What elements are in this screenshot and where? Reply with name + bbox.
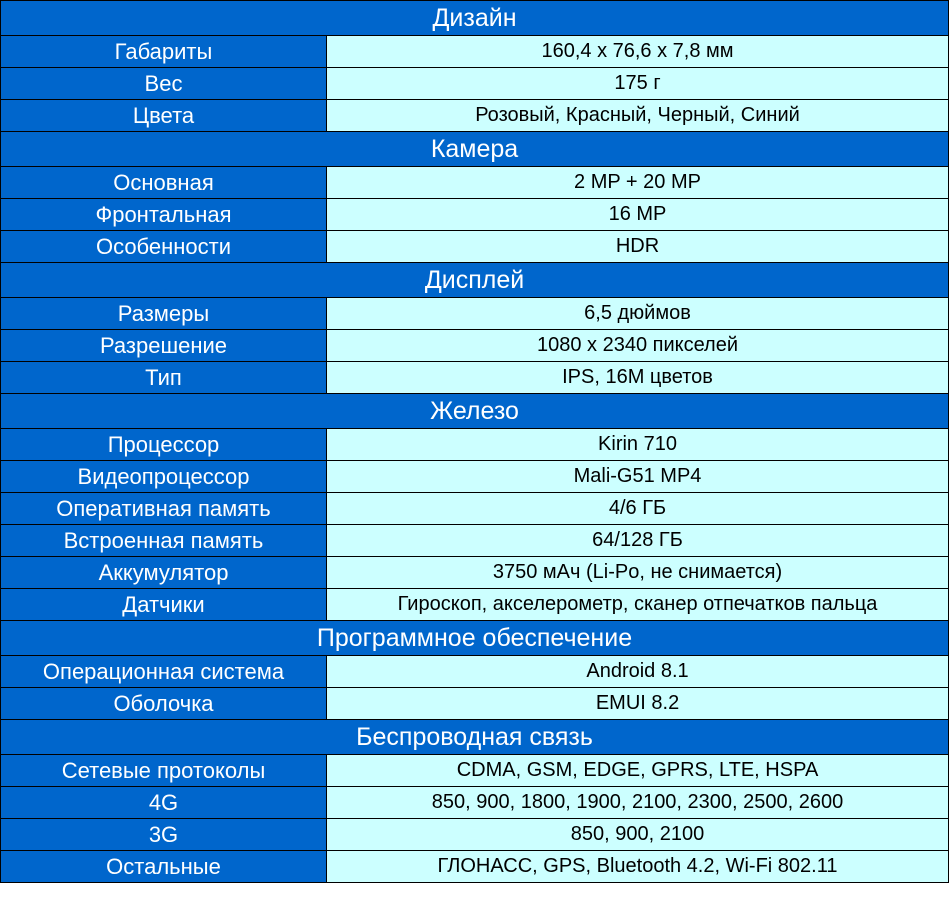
spec-row <box>1 429 949 461</box>
spec-row <box>1 688 949 720</box>
spec-label: Фронтальная <box>1 199 327 231</box>
spec-row <box>1 755 949 787</box>
spec-label: Сетевые протоколы <box>1 755 327 787</box>
spec-label: Остальные <box>1 851 327 883</box>
spec-label: Видеопроцессор <box>1 461 327 493</box>
spec-label: Оболочка <box>1 688 327 720</box>
spec-label: Разрешение <box>1 330 327 362</box>
spec-value: Розовый, Красный, Черный, Синий <box>327 100 949 132</box>
spec-row <box>1 557 949 589</box>
spec-row <box>1 819 949 851</box>
spec-table-body <box>1 1 949 883</box>
spec-value: Kirin 710 <box>327 429 949 461</box>
spec-row <box>1 36 949 68</box>
spec-row <box>1 298 949 330</box>
spec-label: Габариты <box>1 36 327 68</box>
spec-value: 2 MP + 20 MP <box>327 167 949 199</box>
section-title: Камера <box>1 132 949 167</box>
section-title: Беспроводная связь <box>1 720 949 755</box>
spec-label: Датчики <box>1 589 327 621</box>
spec-row <box>1 100 949 132</box>
spec-label: Цвета <box>1 100 327 132</box>
spec-label: Встроенная память <box>1 525 327 557</box>
section-header-row <box>1 263 949 298</box>
spec-row <box>1 656 949 688</box>
spec-value: 4/6 ГБ <box>327 493 949 525</box>
spec-row <box>1 787 949 819</box>
spec-label: Особенности <box>1 231 327 263</box>
spec-row <box>1 589 949 621</box>
spec-label: Процессор <box>1 429 327 461</box>
spec-label: Основная <box>1 167 327 199</box>
spec-row <box>1 199 949 231</box>
section-title: Железо <box>1 394 949 429</box>
section-header-row <box>1 1 949 36</box>
spec-label: Операционная система <box>1 656 327 688</box>
spec-value: ГЛОНАСС, GPS, Bluetooth 4.2, Wi-Fi 802.11 <box>327 851 949 883</box>
section-title: Дизайн <box>1 1 949 36</box>
spec-row <box>1 461 949 493</box>
spec-label: Размеры <box>1 298 327 330</box>
spec-row <box>1 493 949 525</box>
section-header-row <box>1 621 949 656</box>
spec-row <box>1 525 949 557</box>
section-header-row <box>1 394 949 429</box>
spec-row <box>1 68 949 100</box>
spec-label: Вес <box>1 68 327 100</box>
spec-value: IPS, 16M цветов <box>327 362 949 394</box>
spec-value: 64/128 ГБ <box>327 525 949 557</box>
section-title: Дисплей <box>1 263 949 298</box>
spec-value: 850, 900, 1800, 1900, 2100, 2300, 2500, 2600 <box>327 787 949 819</box>
spec-value: HDR <box>327 231 949 263</box>
spec-label: Аккумулятор <box>1 557 327 589</box>
spec-value: EMUI 8.2 <box>327 688 949 720</box>
spec-value: 3750 мАч (Li-Po, не снимается) <box>327 557 949 589</box>
spec-label: 4G <box>1 787 327 819</box>
spec-row <box>1 231 949 263</box>
spec-label: Тип <box>1 362 327 394</box>
spec-value: 175 г <box>327 68 949 100</box>
spec-row <box>1 330 949 362</box>
spec-row <box>1 851 949 883</box>
spec-value: 16 MP <box>327 199 949 231</box>
spec-label: 3G <box>1 819 327 851</box>
spec-value: 160,4 x 76,6 x 7,8 мм <box>327 36 949 68</box>
spec-row <box>1 167 949 199</box>
spec-value: CDMA, GSM, EDGE, GPRS, LTE, HSPA <box>327 755 949 787</box>
spec-value: Гироскоп, акселерометр, сканер отпечатков пальца <box>327 589 949 621</box>
spec-value: 1080 x 2340 пикселей <box>327 330 949 362</box>
spec-value: Mali-G51 MP4 <box>327 461 949 493</box>
section-title: Программное обеспечение <box>1 621 949 656</box>
spec-label: Оперативная память <box>1 493 327 525</box>
spec-row <box>1 362 949 394</box>
section-header-row <box>1 720 949 755</box>
spec-value: 850, 900, 2100 <box>327 819 949 851</box>
spec-value: 6,5 дюймов <box>327 298 949 330</box>
spec-value: Android 8.1 <box>327 656 949 688</box>
section-header-row <box>1 132 949 167</box>
